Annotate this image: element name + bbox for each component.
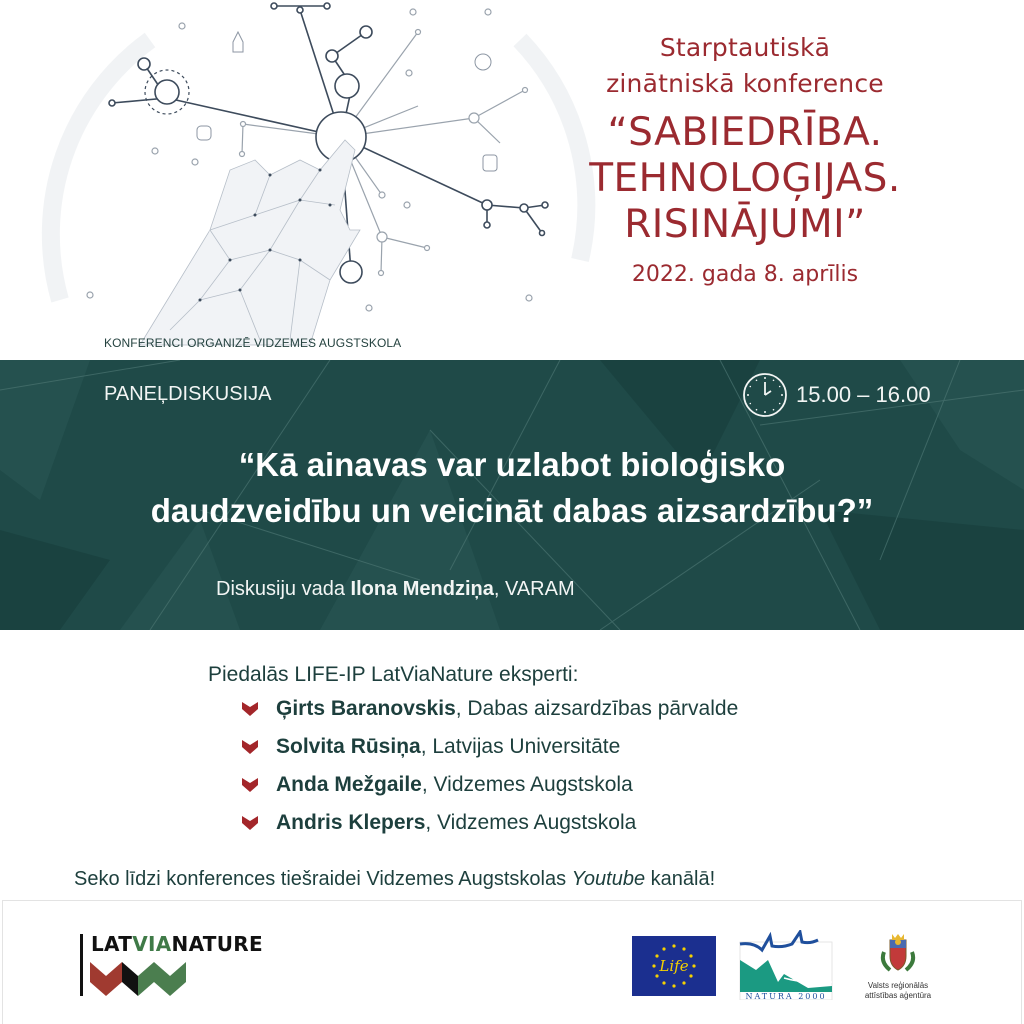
conference-title-line3: RISINĀJUMI” [624, 202, 866, 247]
panel-time [742, 372, 931, 418]
follow-suffix: kanālā! [645, 868, 716, 890]
follow-platform: Youtube [571, 868, 646, 890]
panel-time-range: 15.00 – 16.00 [796, 382, 931, 407]
network-hand-illustration [0, 0, 600, 360]
chevron-down-icon [242, 778, 258, 792]
agency-name-line1: Valsts reģionālās [867, 981, 929, 990]
agency-name-line2: attīstības aģentūra [864, 991, 932, 1000]
experts-intro: Piedalās LIFE-IP LatViaNature eksperti: [208, 663, 579, 686]
expert-item [242, 766, 738, 804]
expert-item [242, 690, 738, 728]
panel-discussion-band [0, 360, 1024, 630]
expert-org: , Vidzemes Augstskola [425, 811, 637, 834]
expert-name: Ģirts Baranovskis [276, 697, 456, 720]
conference-subtitle-line2: zinātniskā konference [606, 69, 884, 98]
expert-org: , Dabas aizsardzības pārvalde [455, 697, 739, 720]
moderator-org: , VARAM [493, 578, 575, 600]
panel-question-line1: “Kā ainavas var uzlabot bioloģisko [238, 446, 786, 483]
conference-title-line1: “SABIEDRĪBA. [607, 110, 883, 155]
regional-agency-logo [858, 930, 938, 1002]
eu-life-logo [632, 936, 716, 996]
expert-name: Andris Klepers [276, 811, 426, 834]
conference-header [0, 0, 1024, 360]
experts-section [208, 660, 738, 842]
organizer-note: KONFERENCI ORGANIZĒ VIDZEMES AUGSTSKOLA [104, 336, 402, 350]
conference-title-line2: TEHNOLOĢIJAS. [589, 156, 901, 201]
moderator-name: Ilona Mendziņa [350, 578, 494, 600]
clock-icon [742, 372, 788, 418]
wordmark-via: VIA [132, 932, 172, 956]
moderator-line [216, 578, 575, 601]
moderator-prefix: Diskusiju vada [216, 578, 351, 600]
chevron-down-icon [242, 816, 258, 830]
conference-date: 2022. gada 8. aprīlis [631, 262, 859, 287]
expert-name: Anda Mežgaile [276, 773, 422, 796]
panel-question [0, 442, 1024, 534]
coat-of-arms-icon [878, 930, 918, 974]
eu-stars-icon [632, 936, 716, 996]
conference-title-block [540, 30, 950, 290]
expert-item [242, 804, 738, 842]
expert-item [242, 728, 738, 766]
latvianature-logo [80, 934, 290, 1000]
follow-prefix: Seko līdzi konferences tiešraidei Vidzemes Augstskolas [74, 868, 572, 890]
wordmark-nature: NATURE [171, 932, 263, 956]
life-label: Life [659, 957, 689, 975]
expert-name: Solvita Rūsiņa [276, 735, 421, 758]
conference-subtitle-line1: Starptautiskā [659, 33, 831, 62]
natura-label: NATURA 2000 [745, 992, 827, 1000]
latvianature-chevrons-icon [90, 956, 186, 996]
chevron-down-icon [242, 740, 258, 754]
follow-livestream-note [74, 868, 715, 891]
chevron-down-icon [242, 702, 258, 716]
wordmark-lat: LAT [91, 932, 133, 956]
natura-2000-logo [738, 930, 834, 1000]
logo-bar [80, 934, 83, 996]
conference-title [540, 110, 950, 248]
latvianature-wordmark [91, 932, 263, 956]
expert-org: , Latvijas Universitāte [420, 735, 621, 758]
expert-org: , Vidzemes Augstskola [421, 773, 633, 796]
panel-question-line2: daudzveidību un veicināt dabas aizsardzību?” [150, 492, 874, 529]
panel-type-label: PANEĻDISKUSIJA [104, 383, 272, 405]
agency-name [858, 981, 938, 1001]
